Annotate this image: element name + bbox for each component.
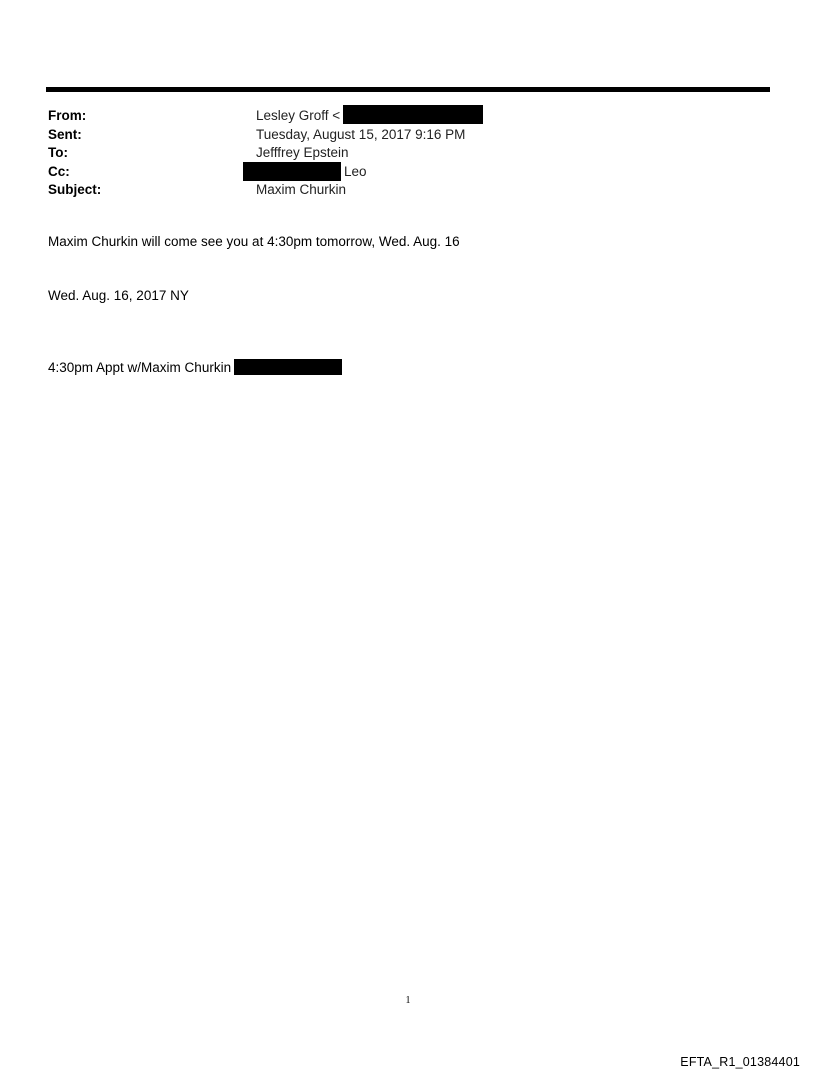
header-divider-rule xyxy=(46,87,770,92)
from-label: From: xyxy=(48,108,87,123)
to-label: To: xyxy=(48,145,68,160)
redaction-block xyxy=(243,162,341,181)
document-id: EFTA_R1_01384401 xyxy=(680,1055,800,1069)
redaction-block xyxy=(343,105,483,124)
subject-value: Maxim Churkin xyxy=(256,182,347,197)
cc-row xyxy=(48,163,548,182)
cc-recipient-name: Leo xyxy=(344,163,367,179)
body-paragraph-1: Maxim Churkin will come see you at 4:30pm tomorrow, Wed. Aug. 16 xyxy=(48,234,460,249)
redaction-block xyxy=(234,359,342,375)
page-number: 1 xyxy=(405,995,411,1006)
sent-label: Sent: xyxy=(48,126,82,142)
subject-row xyxy=(48,181,548,200)
sent-row xyxy=(48,126,548,145)
subject-label: Subject: xyxy=(48,182,102,197)
from-sender-name: Lesley Groff < xyxy=(256,108,341,124)
from-row xyxy=(48,107,548,126)
body-paragraph-2: Wed. Aug. 16, 2017 NY xyxy=(48,288,189,303)
to-value: Jefffrey Epstein xyxy=(256,145,349,160)
to-row xyxy=(48,144,548,163)
sent-value: Tuesday, August 15, 2017 9:16 PM xyxy=(256,126,466,142)
appointment-text: 4:30pm Appt w/Maxim Churkin xyxy=(48,360,232,375)
cc-label: Cc: xyxy=(48,163,70,179)
cc-value xyxy=(243,163,367,182)
from-value xyxy=(256,107,483,126)
body-paragraph-3 xyxy=(48,359,342,377)
email-header xyxy=(48,107,548,200)
